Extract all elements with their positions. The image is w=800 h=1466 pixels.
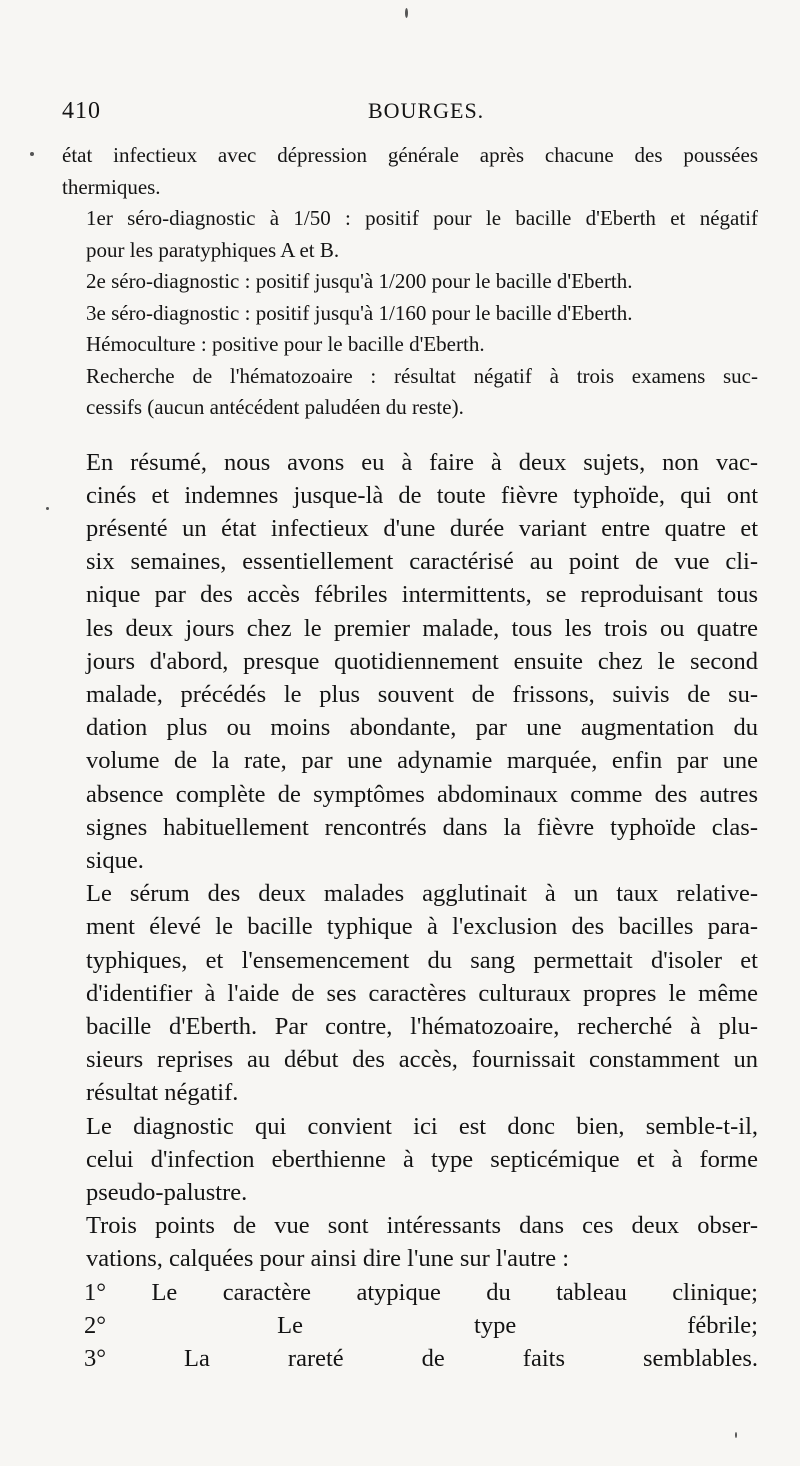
- text-line: bacille d'Eberth. Par contre, l'hématozoaire, recherché à plu-: [86, 1012, 758, 1040]
- ink-speck: [405, 8, 408, 18]
- ink-speck: [735, 1432, 737, 1438]
- text-line: jours d'abord, presque quotidiennement ensuite chez le second: [86, 647, 758, 675]
- text-line: état infectieux avec dépression générale après chacune des poussées: [62, 143, 758, 167]
- text-line: 3e séro-diagnostic : positif jusqu'à 1/160 pour le bacille d'Eberth.: [86, 300, 633, 325]
- note-paragraph: [62, 266, 758, 298]
- text-line: sieurs reprises au début des accès, fournissait constamment un: [86, 1046, 758, 1074]
- paragraph: [62, 446, 758, 878]
- list-item: 1° Le caractère atypique du tableau clinique;: [84, 1278, 758, 1306]
- page-body: [62, 140, 758, 1375]
- text-line: les deux jours chez le premier malade, tous les trois ou quatre: [86, 614, 758, 642]
- list-item: 3° La rareté de faits semblables.: [84, 1344, 758, 1372]
- ink-speck: [30, 152, 34, 156]
- text-line: d'identifier à l'aide de ses caractères culturaux propres le même: [86, 979, 758, 1007]
- running-title: BOURGES.: [368, 98, 485, 123]
- text-line: celui d'infection eberthienne à type septicémique et à forme: [86, 1145, 758, 1173]
- text-line: Le sérum des deux malades agglutinait à un taux relative-: [86, 880, 758, 908]
- page-header: [62, 98, 485, 128]
- text-line: pseudo-palustre.: [86, 1178, 248, 1206]
- text-line: présenté un état infectieux d'une durée variant entre quatre et: [86, 514, 758, 542]
- text-line: ment élevé le bacille typhique à l'exclusion des bacilles para-: [86, 913, 758, 941]
- paragraph: [62, 1110, 758, 1210]
- text-line: Hémoculture : positive pour le bacille d'Eberth.: [86, 332, 485, 356]
- text-line: nique par des accès fébriles intermittents, se reproduisant tous: [86, 581, 758, 609]
- note-paragraph: [62, 298, 758, 330]
- text-line: cinés et indemnes jusque-là de toute fièvre typhoïde, qui ont: [86, 481, 758, 509]
- text-line: En résumé, nous avons eu à faire à deux sujets, non vac-: [86, 448, 758, 476]
- note-paragraph: [62, 203, 758, 266]
- text-line: Le diagnostic qui convient ici est donc bien, semble-t-il,: [86, 1112, 758, 1140]
- note-paragraph: [62, 361, 758, 424]
- text-line: résultat négatif.: [86, 1079, 239, 1107]
- text-line: typhiques, et l'ensemencement du sang permettait d'isoler et: [86, 946, 758, 974]
- main-text: [62, 446, 758, 1376]
- page-number: 410: [62, 98, 101, 124]
- text-line: sique.: [86, 846, 144, 874]
- text-line: volume de la rate, par une adynamie marquée, enfin par une: [86, 747, 758, 775]
- text-line: malade, précédés le plus souvent de frissons, suivis de su-: [86, 680, 758, 708]
- points-list: [62, 1276, 758, 1376]
- text-line: 2e séro-diagnostic : positif jusqu'à 1/200 pour le bacille d'Eberth.: [86, 269, 633, 293]
- text-line: cessifs (aucun antécédent paludéen du reste).: [86, 395, 464, 419]
- note-paragraph: [62, 140, 758, 203]
- text-line: thermiques.: [62, 174, 161, 199]
- text-line: dation plus ou moins abondante, par une augmentation du: [86, 714, 758, 742]
- paragraph: [62, 1209, 758, 1275]
- text-line: pour les paratyphiques A et B.: [86, 237, 340, 262]
- text-line: absence complète de symptômes abdominaux comme des autres: [86, 780, 758, 808]
- note-paragraph: [62, 329, 758, 361]
- paragraph: [62, 877, 758, 1109]
- ink-speck: [46, 507, 49, 510]
- list-item: 2° Le type fébrile;: [84, 1311, 758, 1339]
- text-line: signes habituellement rencontrés dans la fièvre typhoïde clas-: [86, 813, 758, 841]
- text-line: vations, calquées pour ainsi dire l'une sur l'autre :: [86, 1245, 570, 1273]
- text-line: six semaines, essentiellement caractérisé au point de vue cli-: [86, 548, 758, 576]
- observation-notes: [62, 140, 758, 424]
- text-line: Recherche de l'hématozoaire : résultat négatif à trois examens suc-: [86, 363, 758, 388]
- text-line: 1er séro-diagnostic à 1/50 : positif pour le bacille d'Eberth et négatif: [86, 206, 758, 230]
- text-line: Trois points de vue sont intéressants dans ces deux obser-: [86, 1212, 758, 1240]
